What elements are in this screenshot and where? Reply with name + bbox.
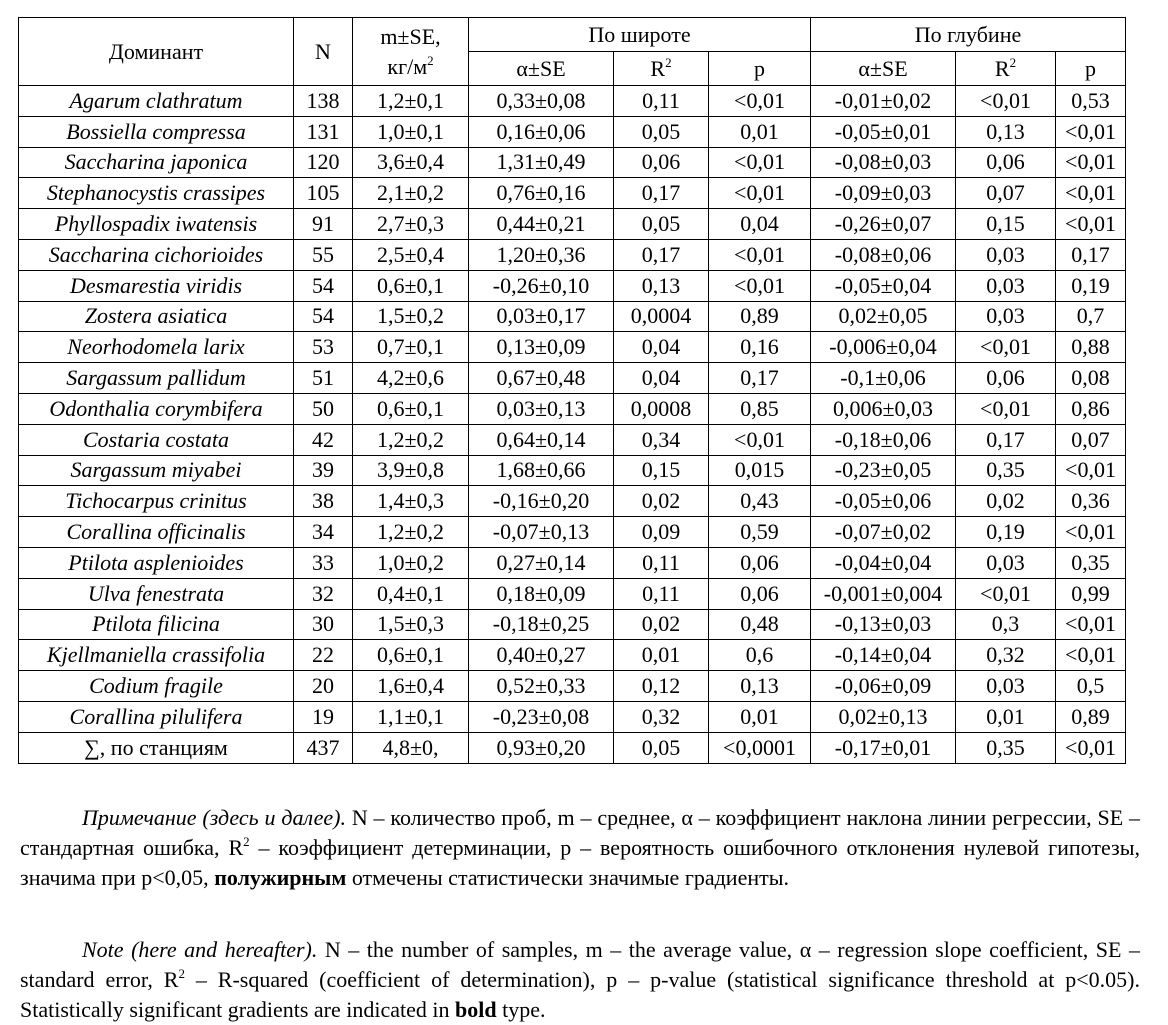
lat-r2-cell: 0,0008: [614, 393, 709, 424]
header-mean: [353, 18, 469, 86]
dep-p-cell: <0,01: [1056, 640, 1126, 671]
dep-alpha-cell: 0,006±0,03: [811, 393, 956, 424]
header-dep-r2: $R^2$: [956, 52, 1056, 86]
mean-cell: 1,2±0,2: [353, 517, 469, 548]
dep-alpha-cell: -0,23±0,05: [811, 455, 956, 486]
table-row: [19, 701, 1126, 732]
note-en-text1: N – the number of samples, m – the average value, α – regression slope coefficient, SE – standard error, R: [20, 937, 1140, 992]
lat-p-cell: <0,01: [709, 239, 811, 270]
header-n: N: [294, 18, 353, 86]
dep-r2-cell: 0,35: [956, 455, 1056, 486]
note-ru-sup: 2: [243, 834, 250, 849]
dep-r2-cell: 0,19: [956, 517, 1056, 548]
mean-cell: 1,6±0,4: [353, 671, 469, 702]
species-cell: Phyllospadix iwatensis: [19, 209, 294, 240]
lat-p-cell: 0,01: [709, 701, 811, 732]
lat-p-cell: 0,13: [709, 671, 811, 702]
lat-p-cell: 0,015: [709, 455, 811, 486]
lat-alpha-cell: -0,23±0,08: [469, 701, 614, 732]
lat-alpha-cell: 1,68±0,66: [469, 455, 614, 486]
dep-r2-cell: 0,32: [956, 640, 1056, 671]
dep-alpha-cell: -0,26±0,07: [811, 209, 956, 240]
dep-p-cell: <0,01: [1056, 517, 1126, 548]
table-header: [19, 18, 1126, 86]
dep-p-cell: <0,01: [1056, 116, 1126, 147]
lat-alpha-cell: 0,33±0,08: [469, 86, 614, 117]
species-cell: ∑, по станциям: [19, 732, 294, 763]
header-lat-p: p: [709, 52, 811, 86]
dep-p-cell: <0,01: [1056, 178, 1126, 209]
n-cell: 39: [294, 455, 353, 486]
dep-r2-cell: 0,02: [956, 486, 1056, 517]
n-cell: 91: [294, 209, 353, 240]
lat-r2-cell: 0,0004: [614, 301, 709, 332]
n-cell: 437: [294, 732, 353, 763]
n-cell: 34: [294, 517, 353, 548]
lat-alpha-cell: 1,31±0,49: [469, 147, 614, 178]
mean-cell: 2,5±0,4: [353, 239, 469, 270]
header-mean-line2: [353, 52, 468, 82]
note-ru-bold: полужирным: [214, 865, 347, 890]
table-row: [19, 424, 1126, 455]
lat-r2-cell: 0,32: [614, 701, 709, 732]
lat-p-cell: <0,01: [709, 147, 811, 178]
mean-cell: 1,2±0,2: [353, 424, 469, 455]
dep-p-cell: <0,01: [1056, 209, 1126, 240]
dep-alpha-cell: -0,001±0,004: [811, 578, 956, 609]
dep-p-cell: <0,01: [1056, 455, 1126, 486]
lat-alpha-cell: 0,40±0,27: [469, 640, 614, 671]
lat-alpha-cell: 0,67±0,48: [469, 363, 614, 394]
lat-r2-cell: 0,11: [614, 578, 709, 609]
table-row: [19, 116, 1126, 147]
lat-alpha-cell: 0,03±0,13: [469, 393, 614, 424]
note-english: [20, 935, 1140, 1025]
species-cell: Odonthalia corymbifera: [19, 393, 294, 424]
table-row: [19, 363, 1126, 394]
table-row: [19, 455, 1126, 486]
lat-alpha-cell: 0,16±0,06: [469, 116, 614, 147]
dep-alpha-cell: -0,06±0,09: [811, 671, 956, 702]
dep-alpha-cell: -0,05±0,06: [811, 486, 956, 517]
dep-r2-cell: <0,01: [956, 332, 1056, 363]
n-cell: 53: [294, 332, 353, 363]
n-cell: 33: [294, 547, 353, 578]
dep-r2-cell: 0,06: [956, 147, 1056, 178]
lat-p-cell: <0,01: [709, 424, 811, 455]
table-row: [19, 332, 1126, 363]
lat-r2-cell: 0,11: [614, 86, 709, 117]
dep-p-cell: 0,08: [1056, 363, 1126, 394]
lat-r2-cell: 0,05: [614, 209, 709, 240]
note-russian: [20, 803, 1140, 893]
mean-cell: 4,2±0,6: [353, 363, 469, 394]
dep-p-cell: 0,88: [1056, 332, 1126, 363]
lat-p-cell: <0,01: [709, 86, 811, 117]
dep-r2-cell: 0,35: [956, 732, 1056, 763]
lat-r2-cell: 0,17: [614, 178, 709, 209]
header-mean-line1: m±SE,: [380, 23, 441, 49]
n-cell: 120: [294, 147, 353, 178]
species-cell: Zostera asiatica: [19, 301, 294, 332]
header-dep-p: p: [1056, 52, 1126, 86]
lat-alpha-cell: 0,64±0,14: [469, 424, 614, 455]
lat-alpha-cell: -0,18±0,25: [469, 609, 614, 640]
lat-p-cell: 0,85: [709, 393, 811, 424]
dep-alpha-cell: -0,07±0,02: [811, 517, 956, 548]
lat-alpha-cell: 0,76±0,16: [469, 178, 614, 209]
dep-alpha-cell: -0,04±0,04: [811, 547, 956, 578]
lat-alpha-cell: -0,07±0,13: [469, 517, 614, 548]
dep-p-cell: 0,35: [1056, 547, 1126, 578]
dep-r2-cell: 0,07: [956, 178, 1056, 209]
dep-alpha-cell: -0,08±0,06: [811, 239, 956, 270]
lat-alpha-cell: 0,52±0,33: [469, 671, 614, 702]
table-row: [19, 86, 1126, 117]
dep-alpha-cell: -0,17±0,01: [811, 732, 956, 763]
dep-alpha-cell: -0,006±0,04: [811, 332, 956, 363]
header-mean-unit-sup: 2: [427, 52, 434, 68]
header-dominant: Доминант: [19, 18, 294, 86]
note-ru-text1: N – количество проб, m – среднее, α – коэффициент наклона линии регрессии, SE – стандартная ошибка, R: [20, 805, 1140, 860]
species-cell: Bossiella compressa: [19, 116, 294, 147]
lat-p-cell: 0,16: [709, 332, 811, 363]
dep-p-cell: <0,01: [1056, 732, 1126, 763]
note-ru-lead: Примечание (здесь и далее).: [82, 805, 346, 830]
dep-r2-cell: 0,15: [956, 209, 1056, 240]
mean-cell: 1,2±0,1: [353, 86, 469, 117]
species-cell: Ulva fenestrata: [19, 578, 294, 609]
species-cell: Sargassum miyabei: [19, 455, 294, 486]
lat-r2-cell: 0,12: [614, 671, 709, 702]
dep-p-cell: 0,99: [1056, 578, 1126, 609]
species-cell: Agarum clathratum: [19, 86, 294, 117]
dep-alpha-cell: -0,05±0,01: [811, 116, 956, 147]
lat-p-cell: 0,06: [709, 547, 811, 578]
lat-r2-cell: 0,15: [614, 455, 709, 486]
n-cell: 19: [294, 701, 353, 732]
lat-r2-cell: 0,17: [614, 239, 709, 270]
lat-alpha-cell: 0,27±0,14: [469, 547, 614, 578]
species-cell: Saccharina japonica: [19, 147, 294, 178]
mean-cell: 0,6±0,1: [353, 640, 469, 671]
mean-cell: 1,5±0,3: [353, 609, 469, 640]
lat-p-cell: 0,59: [709, 517, 811, 548]
species-cell: Tichocarpus crinitus: [19, 486, 294, 517]
n-cell: 30: [294, 609, 353, 640]
dep-r2-cell: 0,03: [956, 270, 1056, 301]
lat-p-cell: 0,06: [709, 578, 811, 609]
table-body: [19, 86, 1126, 764]
mean-cell: 3,6±0,4: [353, 147, 469, 178]
dep-r2-cell: 0,03: [956, 671, 1056, 702]
species-cell: Kjellmaniella crassifolia: [19, 640, 294, 671]
table-row-total: [19, 732, 1126, 763]
dep-alpha-cell: 0,02±0,13: [811, 701, 956, 732]
mean-cell: 0,6±0,1: [353, 393, 469, 424]
dep-r2-cell: 0,3: [956, 609, 1056, 640]
note-ru-text2: – коэффициент детерминации, p – вероятность ошибочного отклонения нулевой гипотезы, значима при p<0,05,: [20, 835, 1140, 890]
n-cell: 131: [294, 116, 353, 147]
lat-p-cell: 0,43: [709, 486, 811, 517]
n-cell: 54: [294, 301, 353, 332]
species-cell: Stephanocystis crassipes: [19, 178, 294, 209]
dep-alpha-cell: -0,13±0,03: [811, 609, 956, 640]
lat-r2-cell: 0,04: [614, 332, 709, 363]
n-cell: 54: [294, 270, 353, 301]
dep-alpha-cell: -0,08±0,03: [811, 147, 956, 178]
table-row: [19, 640, 1126, 671]
mean-cell: 2,1±0,2: [353, 178, 469, 209]
lat-r2-cell: 0,02: [614, 609, 709, 640]
table-row: [19, 209, 1126, 240]
lat-r2-cell: 0,02: [614, 486, 709, 517]
n-cell: 38: [294, 486, 353, 517]
lat-r2-cell: 0,05: [614, 732, 709, 763]
mean-cell: 1,1±0,1: [353, 701, 469, 732]
mean-cell: 2,7±0,3: [353, 209, 469, 240]
mean-cell: 0,6±0,1: [353, 270, 469, 301]
dep-p-cell: 0,7: [1056, 301, 1126, 332]
dep-p-cell: 0,89: [1056, 701, 1126, 732]
lat-r2-cell: 0,05: [614, 116, 709, 147]
mean-cell: 1,4±0,3: [353, 486, 469, 517]
dep-r2-cell: <0,01: [956, 578, 1056, 609]
lat-alpha-cell: -0,16±0,20: [469, 486, 614, 517]
header-mean-unit: кг/м: [387, 53, 428, 79]
lat-r2-cell: 0,09: [614, 517, 709, 548]
lat-r2-cell: 0,34: [614, 424, 709, 455]
lat-alpha-cell: 0,18±0,09: [469, 578, 614, 609]
header-lat-r2: $R^2$: [614, 52, 709, 86]
n-cell: 20: [294, 671, 353, 702]
table-row: [19, 270, 1126, 301]
dep-alpha-cell: -0,05±0,04: [811, 270, 956, 301]
dep-p-cell: 0,86: [1056, 393, 1126, 424]
table-row: [19, 147, 1126, 178]
header-group-latitude: По широте: [469, 18, 811, 52]
lat-alpha-cell: 0,03±0,17: [469, 301, 614, 332]
dep-p-cell: 0,36: [1056, 486, 1126, 517]
dep-p-cell: 0,07: [1056, 424, 1126, 455]
dep-r2-cell: 0,03: [956, 547, 1056, 578]
table-row: [19, 486, 1126, 517]
dep-alpha-cell: -0,14±0,04: [811, 640, 956, 671]
species-cell: Ptilota asplenioides: [19, 547, 294, 578]
species-cell: Ptilota filicina: [19, 609, 294, 640]
dep-p-cell: <0,01: [1056, 147, 1126, 178]
n-cell: 138: [294, 86, 353, 117]
n-cell: 50: [294, 393, 353, 424]
n-cell: 32: [294, 578, 353, 609]
n-cell: 22: [294, 640, 353, 671]
lat-alpha-cell: 1,20±0,36: [469, 239, 614, 270]
species-cell: Saccharina cichorioides: [19, 239, 294, 270]
mean-cell: 4,8±0,: [353, 732, 469, 763]
table-row: [19, 178, 1126, 209]
dep-r2-cell: 0,03: [956, 239, 1056, 270]
n-cell: 105: [294, 178, 353, 209]
dep-r2-cell: 0,13: [956, 116, 1056, 147]
n-cell: 42: [294, 424, 353, 455]
mean-cell: 3,9±0,8: [353, 455, 469, 486]
dep-alpha-cell: -0,1±0,06: [811, 363, 956, 394]
dep-p-cell: 0,53: [1056, 86, 1126, 117]
species-cell: Corallina pilulifera: [19, 701, 294, 732]
species-cell: Desmarestia viridis: [19, 270, 294, 301]
dep-alpha-cell: 0,02±0,05: [811, 301, 956, 332]
dep-alpha-cell: -0,09±0,03: [811, 178, 956, 209]
lat-r2-cell: 0,13: [614, 270, 709, 301]
mean-cell: 0,4±0,1: [353, 578, 469, 609]
lat-p-cell: 0,6: [709, 640, 811, 671]
mean-cell: 0,7±0,1: [353, 332, 469, 363]
note-en-bold: bold: [454, 997, 497, 1022]
table-row: [19, 578, 1126, 609]
lat-p-cell: 0,04: [709, 209, 811, 240]
note-en-text2: – R-squared (coefficient of determination), p – p-value (statistical significance threshold at p<0.05). Statistically significant gradients are indicated in: [20, 967, 1140, 1022]
dep-p-cell: 0,17: [1056, 239, 1126, 270]
species-cell: Corallina officinalis: [19, 517, 294, 548]
dep-r2-cell: <0,01: [956, 86, 1056, 117]
dep-p-cell: 0,5: [1056, 671, 1126, 702]
table-row: [19, 547, 1126, 578]
note-en-lead: Note (here and hereafter).: [82, 937, 318, 962]
note-en-sup: 2: [178, 966, 185, 981]
mean-cell: 1,5±0,2: [353, 301, 469, 332]
header-dep-alpha: α±SE: [811, 52, 956, 86]
lat-p-cell: 0,89: [709, 301, 811, 332]
lat-r2-cell: 0,01: [614, 640, 709, 671]
table-row: [19, 671, 1126, 702]
dep-r2-cell: <0,01: [956, 393, 1056, 424]
dep-alpha-cell: -0,18±0,06: [811, 424, 956, 455]
table-row: [19, 609, 1126, 640]
species-cell: Costaria costata: [19, 424, 294, 455]
dep-alpha-cell: -0,01±0,02: [811, 86, 956, 117]
lat-r2-cell: 0,11: [614, 547, 709, 578]
lat-r2-cell: 0,06: [614, 147, 709, 178]
species-cell: Neorhodomela larix: [19, 332, 294, 363]
table-row: [19, 517, 1126, 548]
table-row: [19, 301, 1126, 332]
lat-p-cell: 0,01: [709, 116, 811, 147]
species-cell: Sargassum pallidum: [19, 363, 294, 394]
dep-r2-cell: 0,06: [956, 363, 1056, 394]
mean-cell: 1,0±0,2: [353, 547, 469, 578]
dep-r2-cell: 0,01: [956, 701, 1056, 732]
table-row: [19, 239, 1126, 270]
header-group-depth: По глубине: [811, 18, 1126, 52]
dep-p-cell: 0,19: [1056, 270, 1126, 301]
lat-p-cell: <0,01: [709, 270, 811, 301]
lat-alpha-cell: 0,93±0,20: [469, 732, 614, 763]
mean-cell: 1,0±0,1: [353, 116, 469, 147]
lat-r2-cell: 0,04: [614, 363, 709, 394]
lat-alpha-cell: 0,13±0,09: [469, 332, 614, 363]
lat-p-cell: <0,0001: [709, 732, 811, 763]
lat-p-cell: 0,48: [709, 609, 811, 640]
note-en-text3: type.: [496, 997, 546, 1022]
dep-r2-cell: 0,17: [956, 424, 1056, 455]
lat-p-cell: <0,01: [709, 178, 811, 209]
dep-r2-cell: 0,03: [956, 301, 1056, 332]
dominant-species-gradient-table: [18, 17, 1126, 764]
table-row: [19, 393, 1126, 424]
header-lat-alpha: α±SE: [469, 52, 614, 86]
dep-p-cell: <0,01: [1056, 609, 1126, 640]
n-cell: 55: [294, 239, 353, 270]
n-cell: 51: [294, 363, 353, 394]
lat-alpha-cell: 0,44±0,21: [469, 209, 614, 240]
note-ru-text3: отмечены статистически значимые градиенты.: [346, 865, 790, 890]
lat-p-cell: 0,17: [709, 363, 811, 394]
species-cell: Codium fragile: [19, 671, 294, 702]
lat-alpha-cell: -0,26±0,10: [469, 270, 614, 301]
